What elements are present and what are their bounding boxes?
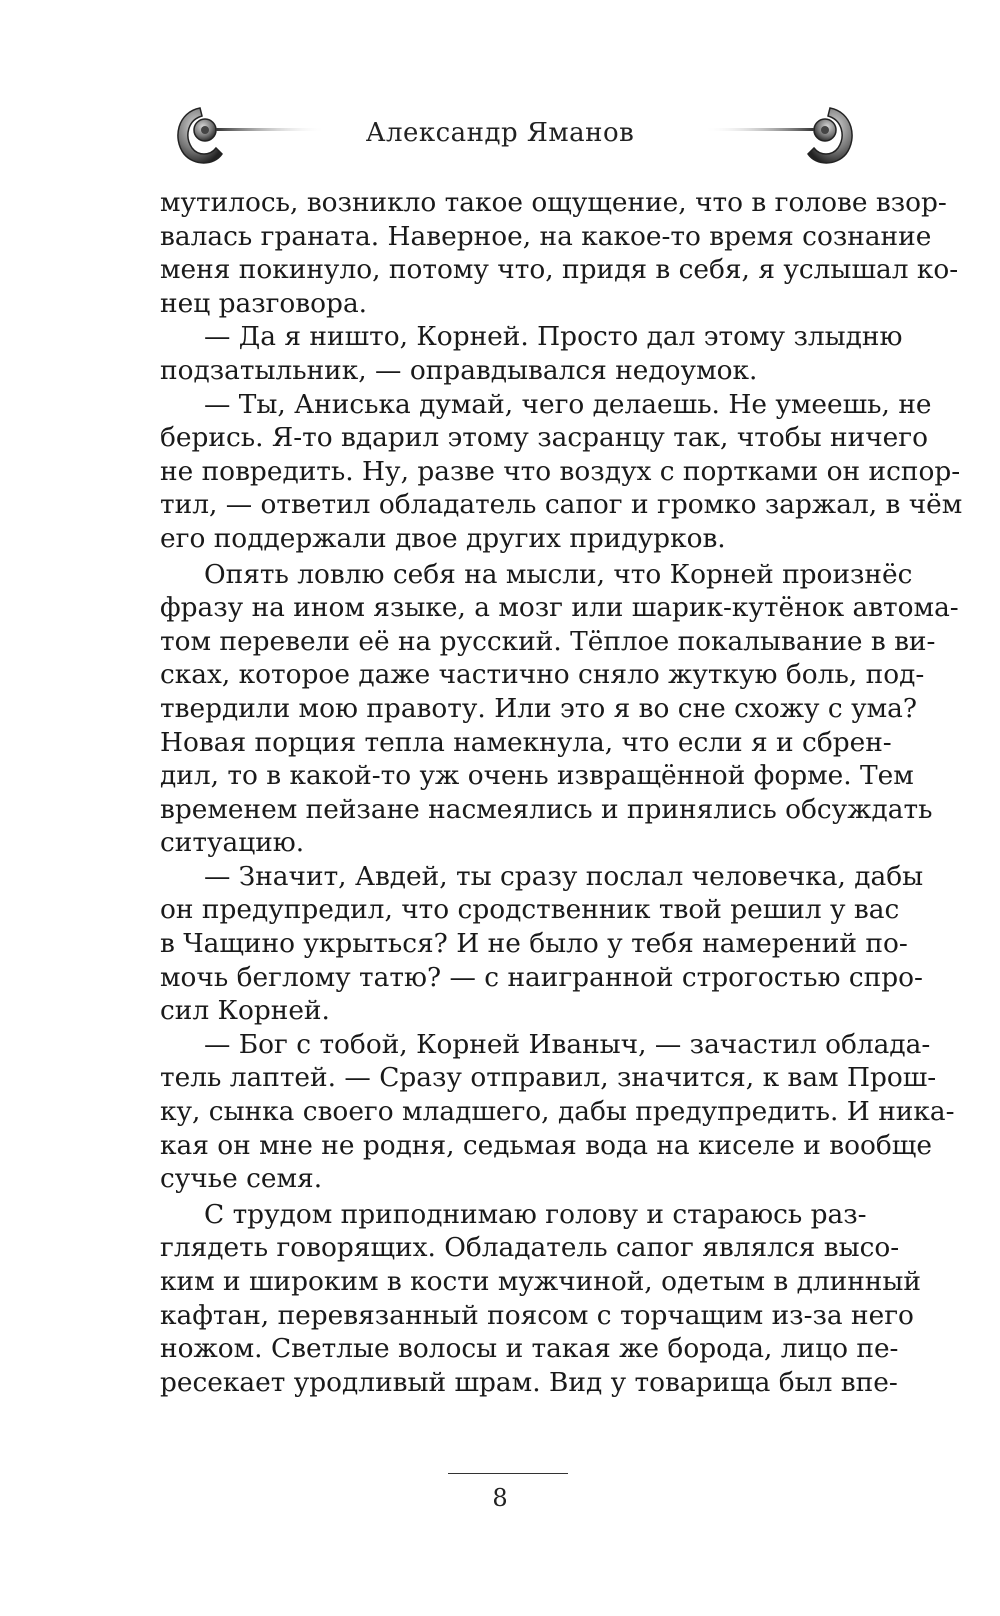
- footer-divider: [448, 1473, 568, 1474]
- text-line: Новая порция тепла намекнула, что если я и сбрен-: [160, 726, 892, 758]
- text-line: тил, — ответил обладатель сапог и громко заржал, в чём: [160, 489, 963, 521]
- text-line: твердили мою правоту. Или это я во сне схожу с ума?: [160, 692, 918, 724]
- text-line: сках, которое даже частично сняло жуткую боль, под-: [160, 659, 925, 691]
- text-line: ким и широким в кости мужчиной, одетым в длинный: [160, 1266, 921, 1297]
- text-line: кая он мне не родня, седьмая вода на киселе и вообще: [160, 1129, 932, 1161]
- text-line: — Значит, Авдей, ты сразу послал человечка, дабы: [204, 860, 924, 892]
- text-line: в Чащино укрыться? И не было у тебя намерений по-: [160, 928, 908, 960]
- text-line: сучье семя.: [160, 1163, 323, 1195]
- text-line: его поддержали двое других придурков.: [160, 522, 726, 554]
- page-header: [0, 90, 1000, 180]
- text-line: нец разговора.: [160, 287, 368, 319]
- text-line: сил Корней.: [160, 995, 330, 1027]
- text-line: ситуацию.: [160, 827, 305, 859]
- text-line: временем пейзане насмеялись и принялись обсуждать: [160, 793, 933, 825]
- text-line: — Бог с тобой, Корней Иваныч, — зачастил облада-: [204, 1028, 931, 1060]
- text-line: кафтан, перевязанный поясом с торчащим из-за него: [160, 1299, 914, 1331]
- text-line: том перевели её на русский. Тёплое покалывание в ви-: [160, 625, 936, 657]
- text-line: тель лаптей. — Сразу отправил, значится, к вам Прош-: [160, 1062, 937, 1094]
- text-line: подзатыльник, — оправдывался недоумок.: [160, 354, 758, 386]
- text-line: мутилось, возникло такое ощущение, что в голове взор-: [160, 187, 947, 218]
- text-line: С трудом приподнимаю голову и стараюсь раз-: [204, 1198, 867, 1230]
- text-line: — Ты, Аниська думай, чего делаешь. Не умеешь, не: [204, 388, 932, 420]
- text-line: — Да я ништо, Корней. Просто дал этому злыдню: [204, 321, 903, 353]
- text-line: не повредить. Ну, разве что воздух с портками он испор-: [160, 455, 961, 487]
- text-line: ножом. Светлые волосы и такая же борода, лицо пе-: [160, 1333, 899, 1365]
- text-line: фразу на ином языке, а мозг или шарик-кутёнок автома-: [160, 592, 959, 624]
- text-line: меня покинуло, потому что, придя в себя, я услышал ко-: [160, 254, 959, 286]
- scroll-ornament-icon: [700, 90, 860, 180]
- text-line: ресекает уродливый шрам. Вид у товарища был впе-: [160, 1366, 898, 1398]
- running-title: Александр Яманов: [365, 118, 635, 148]
- text-line: ку, сынка своего младшего, дабы предупредить. И ника-: [160, 1096, 955, 1128]
- text-line: берись. Я-то вдарил этому засранцу так, чтобы ничего: [160, 422, 929, 454]
- text-line: он предупредил, что сродственник твой решил у вас: [160, 894, 900, 926]
- text-line: дил, то в какой-то уж очень извращённой форме. Тем: [160, 760, 914, 792]
- text-line: Опять ловлю себя на мысли, что Корней произнёс: [204, 558, 913, 590]
- text-line: валась граната. Наверное, на какое-то время сознание: [160, 220, 932, 252]
- text-line: мочь беглому татю? — с наигранной строгостью спро-: [160, 961, 923, 993]
- text-line: глядеть говорящих. Обладатель сапог являлся высо-: [160, 1232, 900, 1264]
- body-text: [160, 186, 963, 1399]
- page-number: 8: [492, 1484, 508, 1512]
